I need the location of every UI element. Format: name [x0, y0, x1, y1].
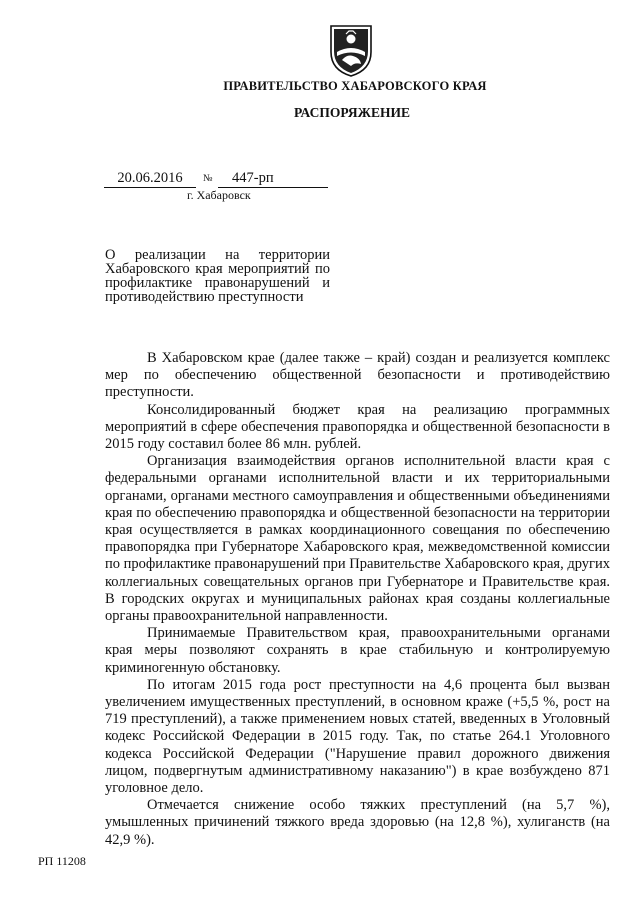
number-sign: №: [203, 173, 213, 184]
document-body: [105, 350, 610, 849]
document-number: 447-рп: [218, 170, 328, 188]
paragraph: В Хабаровском крае (далее также – край) создан и реализуется комплекс мер по обеспечению общественной безопасности и противодействию преступности.: [105, 350, 610, 401]
paragraph: Принимаемые Правительством края, правоохранительными органами края меры позволяют сохранять в крае стабильную и контролируемую криминогенную обстановку.: [105, 625, 610, 676]
paragraph: Организация взаимодействия органов исполнительной власти края с федеральными органами исполнительной власти и их территориальными органами, органами местного самоуправления и общественными объединениями края по обеспечению правопорядка и общественной безопасности на территории края осуществляется в рамках координационного совещания по обеспечению правопорядка при Губернаторе Хабаровского края, межведомственной комиссии по профилактике правонарушений при Правительстве Хабаровского края, других коллегиальных совещательных органов при Губернаторе и Правительстве края. В городских округах и муниципальных районах края созданы коллегиальные органы правоохранительной направленности.: [105, 453, 610, 625]
paragraph: Отмечается снижение особо тяжких преступлений (на 5,7 %), умышленных причинений тяжкого вреда здоровью (на 12,8 %), хулиганств (на 42,9 %).: [105, 797, 610, 848]
coat-of-arms-emblem: [327, 22, 375, 78]
document-date: 20.06.2016: [104, 170, 196, 188]
footer-document-code: РП 11208: [38, 854, 86, 868]
city-label: г. Хабаровск: [187, 188, 251, 202]
paragraph: Консолидированный бюджет края на реализацию программных мероприятий в сфере обеспечения правопорядка и общественной безопасности в 2015 году составил более 86 млн. рублей.: [105, 401, 610, 453]
government-title: ПРАВИТЕЛЬСТВО ХАБАРОВСКОГО КРАЯ: [223, 79, 487, 93]
document-type-title: РАСПОРЯЖЕНИЕ: [293, 105, 411, 120]
document-subject: О реализации на территории Хабаровского края мероприятий по профилактике правонарушений и противодействию преступности: [105, 247, 330, 305]
paragraph: По итогам 2015 года рост преступности на 4,6 процента был вызван увеличением имущественных преступлений, в основном краже (+5,5 %, рост на 719 преступлений), а также применением новых статей, введенных в Уголовный кодекс Российской Федерации в 2015 году. Так, по статье 264.1 Уголовного кодекса Российской Федерации ("Нарушение правил дорожного движения лицом, подвергнутым административному наказанию") в крае возбуждено 871 уголовное дело.: [105, 676, 610, 797]
